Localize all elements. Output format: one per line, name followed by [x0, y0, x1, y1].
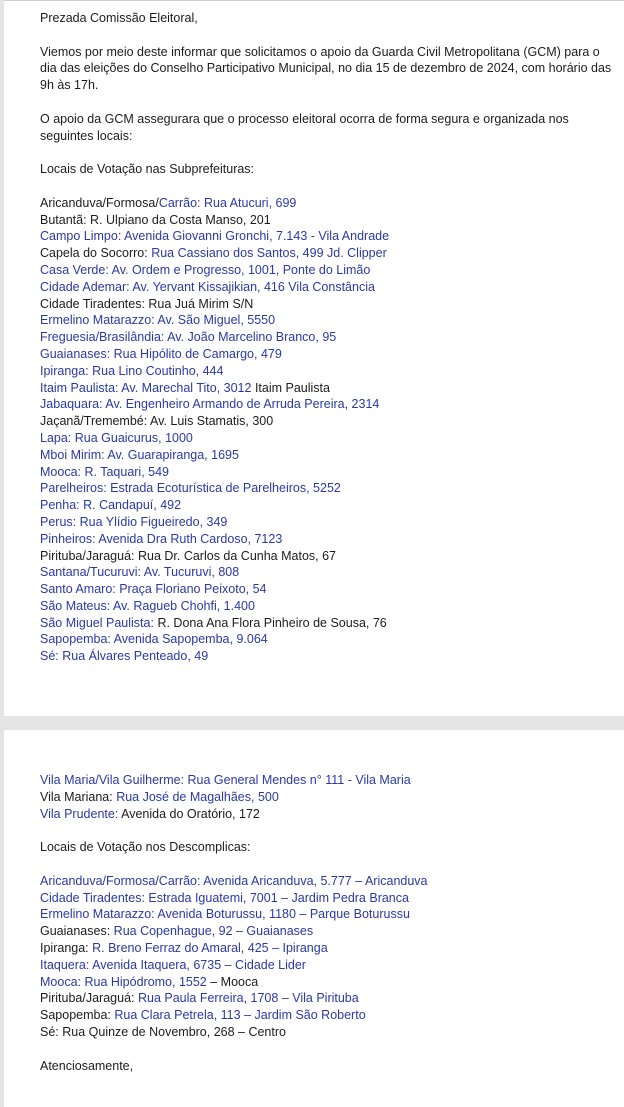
- location-link-text[interactable]: São Miguel Paulista:: [40, 615, 158, 630]
- location-item: [40, 890, 616, 907]
- location-link-text[interactable]: Rua Copenhague, 92 – Guaianases: [113, 924, 314, 939]
- location-item: [40, 363, 616, 380]
- location-item: [40, 1007, 616, 1024]
- location-item: [40, 329, 616, 346]
- location-link-text[interactable]: Rua Paula Ferreira, 1708 – Vila Pirituba: [137, 991, 359, 1006]
- location-link-text[interactable]: Mooca: R. Taquari, 549: [40, 464, 170, 479]
- location-link-text[interactable]: Lapa: Rua Guaicurus, 1000: [40, 430, 193, 445]
- location-item: [40, 245, 616, 262]
- location-item: [40, 789, 616, 806]
- location-link-text[interactable]: Penha: R. Candapuí, 492: [40, 498, 182, 513]
- location-item: [40, 380, 616, 397]
- location-link-text[interactable]: Vila Prudente:: [40, 806, 122, 821]
- location-item: [40, 413, 616, 430]
- location-link-text[interactable]: Cidade Ademar: Av. Yervant Kissajikian, 416 Vila Constância: [40, 279, 375, 294]
- location-link-text[interactable]: Vila Maria/Vila Guilherme: Rua General Mendes n° 111 - Vila Maria: [40, 773, 411, 787]
- location-text: Butantã: R. Ulpiano da Costa Manso, 201: [40, 212, 271, 227]
- location-item: [40, 279, 616, 296]
- location-item: [40, 940, 616, 957]
- location-link-text[interactable]: Perus: Rua Ylídio Figueiredo, 349: [40, 514, 228, 529]
- location-item: [40, 990, 616, 1007]
- location-text: Avenida do Oratório, 172: [121, 806, 260, 821]
- location-link-text[interactable]: Santo Amaro: Praça Floriano Peixoto, 54: [40, 582, 267, 597]
- location-link-text[interactable]: R. Breno Ferraz do Amaral, 425 – Ipiranga: [92, 940, 328, 955]
- location-link-text[interactable]: Casa Verde: Av. Ordem e Progresso, 1001, Ponte do Limão: [40, 262, 371, 277]
- location-item: [40, 806, 616, 823]
- location-text: Cidade Tiradentes: Rua Juá Mirim S/N: [40, 296, 254, 311]
- location-text: Guaianases:: [40, 924, 114, 939]
- location-link-text[interactable]: Freguesia/Brasilândia: Av. João Marcelino Branco, 95: [40, 330, 337, 345]
- subprefeituras-list: [40, 195, 616, 665]
- location-text: Pirituba/Jaraguá: Rua Dr. Carlos da Cunha Matos, 67: [40, 548, 336, 563]
- location-item: [40, 514, 616, 531]
- location-text: Vila Mariana:: [40, 789, 117, 804]
- location-item: [40, 447, 616, 464]
- location-item: [40, 1024, 616, 1041]
- location-text: Itaim Paulista: [254, 380, 330, 395]
- location-item: [40, 430, 616, 447]
- subprefeituras-heading: Locais de Votação nas Subprefeituras:: [40, 162, 255, 177]
- location-link-text[interactable]: São Mateus: Av. Ragueb Chohfi, 1.400: [40, 598, 255, 613]
- location-item: [40, 464, 616, 481]
- location-item: [40, 581, 616, 598]
- location-text: – Mooca: [210, 974, 259, 989]
- support-paragraph: O apoio da GCM assegurara que o processo eleitoral ocorra de forma segura e organizada nos seguintes locais:: [40, 111, 569, 143]
- intro-paragraph: Viemos por meio deste informar que solicitamos o apoio da Guarda Civil Metropolitana (GCM) para o dia das eleições do Conselho Participativo Municipal, no dia 15 de dezembro de 2024, com horário das 9h às 17h.: [40, 44, 612, 93]
- location-link-text[interactable]: Rua José de Magalhães, 500: [116, 789, 279, 804]
- descomplicas-list: [40, 873, 616, 1041]
- location-link-text[interactable]: Aricanduva/Formosa/Carrão: Avenida Aricanduva, 5.777 – Aricanduva: [40, 873, 428, 888]
- location-item: [40, 598, 616, 615]
- location-item: [40, 631, 616, 648]
- location-link-text[interactable]: Rua Clara Petrela, 113 – Jardim São Roberto: [114, 1008, 366, 1023]
- location-text: Aricanduva/Formosa/: [40, 195, 159, 210]
- location-item: [40, 296, 616, 313]
- location-item: [40, 772, 616, 789]
- greeting: Prezada Comissão Eleitoral,: [40, 11, 198, 25]
- location-item: [40, 480, 616, 497]
- location-link-text[interactable]: Guaianases: Rua Hipólito de Camargo, 479: [40, 346, 282, 361]
- location-text: Sé: Rua Quinze de Novembro, 268 – Centro: [40, 1024, 286, 1039]
- subprefeituras-list-continued: [40, 772, 616, 822]
- location-text: R. Dona Ana Flora Pinheiro de Sousa, 76: [157, 615, 387, 630]
- location-link-text[interactable]: Carrão: Rua Atucuri, 699: [158, 195, 297, 210]
- location-item: [40, 312, 616, 329]
- location-item: [40, 497, 616, 514]
- location-link-text[interactable]: Mboi Mirim: Av. Guarapiranga, 1695: [40, 447, 239, 462]
- location-item: [40, 548, 616, 565]
- location-item: [40, 396, 616, 413]
- location-link-text[interactable]: Santana/Tucuruvi: Av. Tucuruvi, 808: [40, 565, 240, 580]
- location-item: [40, 262, 616, 279]
- location-link-text[interactable]: Sé: Rua Álvares Penteado, 49: [40, 649, 209, 664]
- location-link-text[interactable]: Itaquera: Avenida Itaquera, 6735 – Cidade Lider: [40, 957, 306, 972]
- location-link-text[interactable]: Cidade Tiradentes: Estrada Iguatemi, 7001 – Jardim Pedra Branca: [40, 890, 409, 905]
- location-link-text[interactable]: Rua Cassiano dos Santos, 499 Jd. Clipper: [151, 246, 387, 261]
- location-text: Capela do Socorro:: [40, 246, 152, 261]
- location-link-text[interactable]: Itaim Paulista: Av. Marechal Tito, 3012: [40, 380, 255, 395]
- document-page-2: [4, 730, 624, 1107]
- location-text: Ipiranga:: [40, 940, 93, 955]
- location-item: [40, 564, 616, 581]
- location-text: Jaçanã/Tremembé: Av. Luis Stamatis, 300: [40, 414, 274, 429]
- location-text: Pirituba/Jaraguá:: [40, 991, 138, 1006]
- location-item: [40, 957, 616, 974]
- location-item: [40, 531, 616, 548]
- location-item: [40, 195, 616, 212]
- location-link-text[interactable]: Ermelino Matarazzo: Av. São Miguel, 5550: [40, 313, 276, 328]
- location-item: [40, 346, 616, 363]
- location-link-text[interactable]: Ermelino Matarazzo: Avenida Boturussu, 1180 – Parque Boturussu: [40, 907, 410, 922]
- location-link-text[interactable]: Jabaquara: Av. Engenheiro Armando de Arruda Pereira, 2314: [40, 397, 380, 412]
- document-page-1: [4, 0, 624, 716]
- location-item: [40, 906, 616, 923]
- location-item: [40, 923, 616, 940]
- location-item: [40, 615, 616, 632]
- location-link-text[interactable]: Parelheiros: Estrada Ecoturística de Parelheiros, 5252: [40, 481, 341, 496]
- location-link-text[interactable]: Pinheiros: Avenida Dra Ruth Cardoso, 7123: [40, 531, 283, 546]
- location-link-text[interactable]: Ipiranga: Rua Lino Coutinho, 444: [40, 363, 224, 378]
- descomplicas-heading: Locais de Votação nos Descomplicas:: [40, 840, 251, 855]
- location-link-text[interactable]: Mooca: Rua Hipódromo, 1552: [40, 974, 211, 989]
- closing: Atenciosamente,: [40, 1058, 134, 1073]
- location-item: [40, 212, 616, 229]
- location-item: [40, 974, 616, 991]
- location-text: Sapopemba:: [40, 1008, 115, 1023]
- location-link-text[interactable]: Sapopemba: Avenida Sapopemba, 9.064: [40, 632, 268, 647]
- location-item: [40, 228, 616, 245]
- location-item: [40, 648, 616, 665]
- location-item: [40, 873, 616, 890]
- location-link-text[interactable]: Campo Limpo: Avenida Giovanni Gronchi, 7.143 - Vila Andrade: [40, 229, 390, 244]
